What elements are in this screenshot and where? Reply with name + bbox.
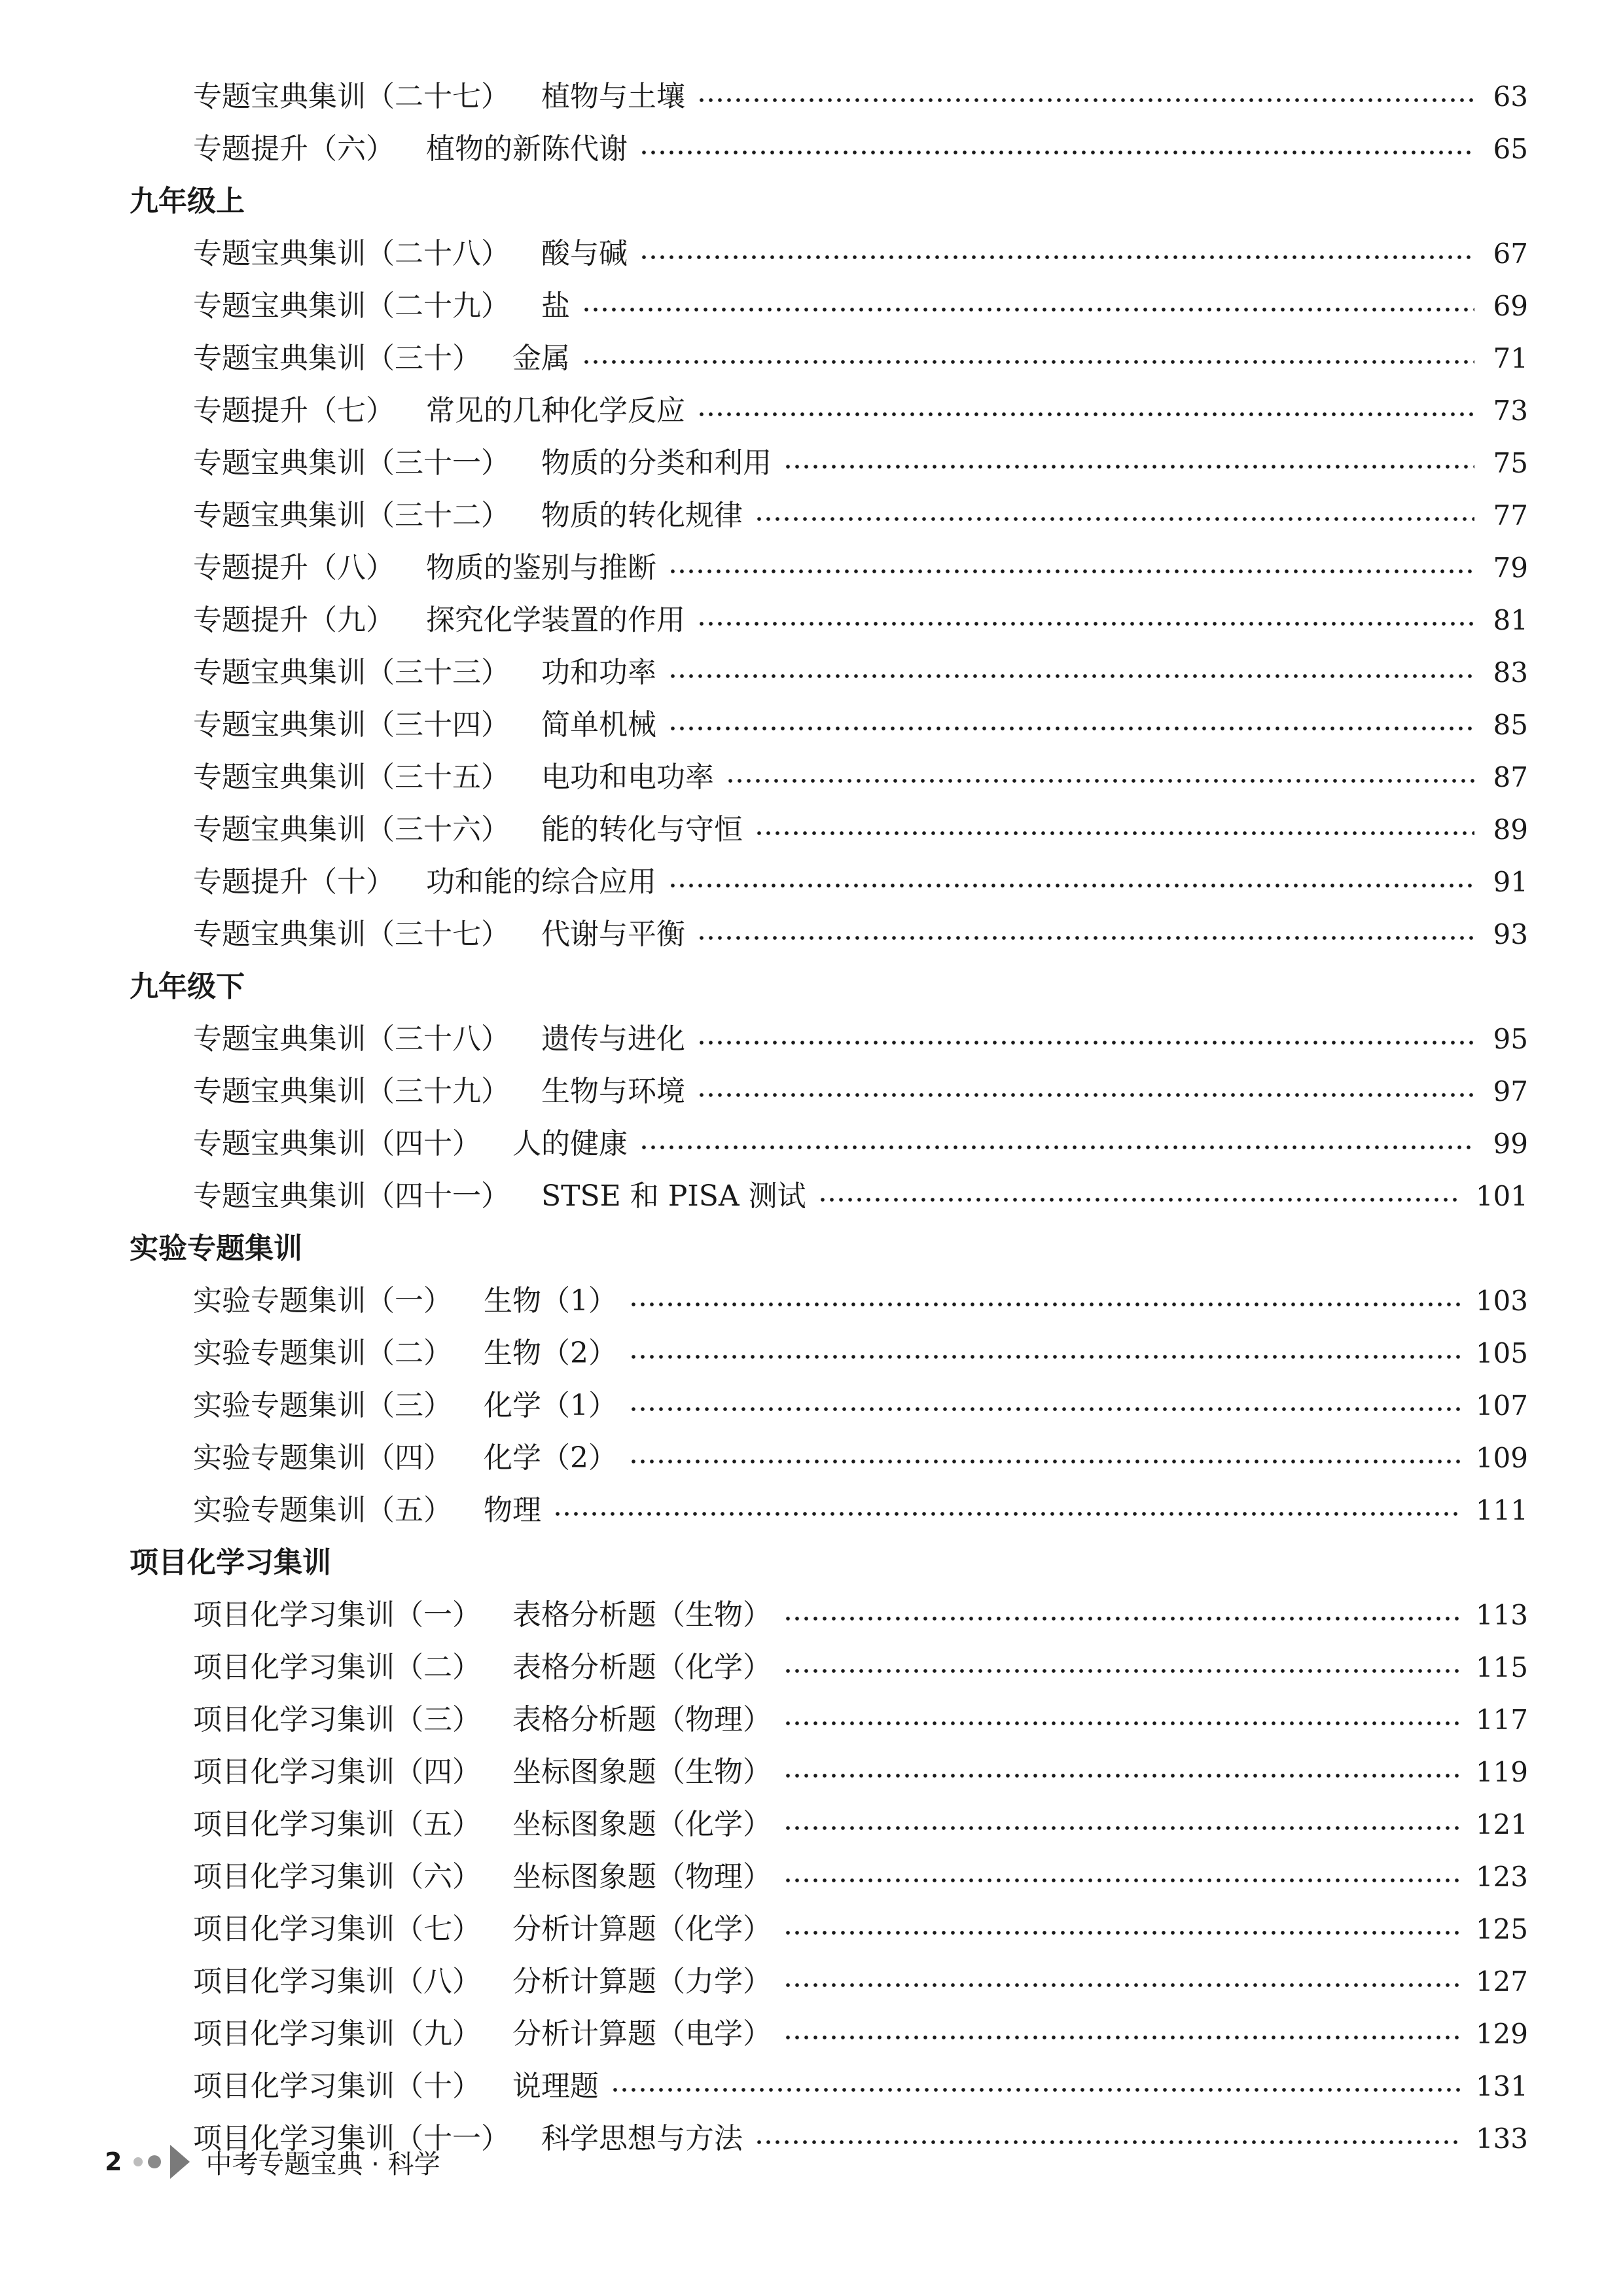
toc-entry-series: 专题宝典集训（三十八） [193,1022,510,1056]
toc-entry[interactable] [193,1013,1528,1066]
toc-section-heading: 九年级上 [130,185,245,218]
toc-entry[interactable] [193,804,1528,856]
toc-entry-page-number: 109 [1475,1442,1528,1474]
toc-entry-title: STSE 和 PISA 测试 [541,1179,806,1213]
toc-entry-page-number: 87 [1493,761,1528,793]
toc-entry-title: 说理题 [512,2070,599,2103]
toc-entry-title: 物质的鉴别与推断 [426,551,656,584]
toc-entry-series: 专题提升（十） [193,865,395,899]
toc-entry-series: 实验专题集训（三） [193,1389,452,1422]
toc-entry-series: 专题宝典集训（二十七） [193,80,510,113]
toc-entry-page-number: 105 [1475,1337,1528,1369]
toc-entry-title: 科学思想与方法 [541,2122,743,2155]
toc-entry-series: 专题宝典集训（三十七） [193,918,510,951]
toc-dot-leader [783,1982,1461,1988]
toc-entry[interactable] [193,1432,1528,1484]
toc-entry-series: 实验专题集训（二） [193,1336,452,1370]
toc-entry-title: 植物的新陈代谢 [426,132,628,166]
toc-entry-series: 项目化学习集训（八） [193,1965,481,1998]
toc-entry-title: 常见的几种化学反应 [426,394,685,427]
toc-entry-title: 遗传与进化 [541,1022,685,1056]
toc-entry-series: 项目化学习集训（六） [193,1860,481,1893]
toc-entry-page-number: 111 [1475,1494,1528,1526]
toc-dot-leader [697,98,1474,103]
toc-entry-page-number: 71 [1493,342,1528,374]
toc-entry-series: 专题宝典集训（三十一） [193,446,510,480]
toc-entry-series: 项目化学习集训（三） [193,1703,481,1736]
toc-entry-title: 化学（1） [484,1389,617,1422]
toc-entry-page-number: 127 [1475,1965,1528,1998]
toc-entry-title: 物质的分类和利用 [541,446,772,480]
toc-dot-leader [629,1302,1461,1307]
toc-dot-leader [639,255,1474,260]
footer-dot-icon [148,2155,161,2168]
toc-entry-page-number: 75 [1493,447,1528,479]
toc-entry-title: 电功和电功率 [541,761,714,794]
toc-entry-series: 专题宝典集训（二十八） [193,237,510,270]
toc-entry-series: 专题宝典集训（三十五） [193,761,510,794]
toc-dot-leader [783,464,1474,469]
toc-entry-series: 专题宝典集训（三十九） [193,1075,510,1108]
toc-entry-page-number: 101 [1475,1180,1528,1212]
toc-entry-series: 实验专题集训（五） [193,1494,452,1527]
toc-dot-leader [629,1354,1461,1359]
toc-entry-title: 表格分析题（物理） [512,1703,772,1736]
toc-entry-page-number: 77 [1493,499,1528,531]
footer-page-number: 2 [105,2147,122,2176]
toc-entry[interactable] [193,1956,1528,2008]
toc-entry[interactable] [193,542,1528,594]
toc-entry-series: 专题提升（八） [193,551,395,584]
toc-entry[interactable] [193,332,1528,385]
toc-entry[interactable] [193,280,1528,332]
toc-dot-leader [639,1145,1474,1150]
toc-dot-leader [726,778,1474,783]
toc-entry-title: 化学（2） [484,1441,617,1475]
toc-entry-page-number: 107 [1475,1390,1528,1422]
toc-entry-page-number: 67 [1493,238,1528,270]
toc-entry-page-number: 125 [1475,1913,1528,1945]
toc-entry-series: 实验专题集训（四） [193,1441,452,1475]
toc-dot-leader [639,150,1474,155]
toc-entry[interactable] [193,908,1528,961]
toc-entry-series: 专题宝典集训（三十六） [193,813,510,846]
toc-dot-leader [582,359,1474,365]
toc-entry[interactable] [193,490,1528,542]
toc-entry[interactable] [193,385,1528,437]
toc-entry-title: 盐 [541,289,570,323]
toc-entry-page-number: 123 [1475,1861,1528,1893]
toc-dot-leader [818,1197,1461,1202]
toc-dot-leader [611,2087,1461,2092]
toc-entry[interactable] [193,1903,1528,1956]
toc-dot-leader [668,569,1474,574]
toc-dot-leader [783,2035,1461,2040]
toc-dot-leader [697,1040,1474,1045]
toc-entry-page-number: 131 [1475,2070,1528,2102]
toc-entry-page-number: 73 [1493,395,1528,427]
toc-entry-page-number: 117 [1475,1704,1528,1736]
toc-entry-series: 项目化学习集训（二） [193,1651,481,1684]
footer-arrow-icon [170,2145,190,2179]
toc-entry-page-number: 95 [1493,1023,1528,1055]
toc-dot-leader [783,1721,1461,1726]
toc-entry-page-number: 65 [1493,133,1528,165]
toc-entry-series: 项目化学习集训（九） [193,2017,481,2051]
toc-entry[interactable] [193,1118,1528,1170]
toc-section-heading: 九年级下 [130,970,245,1003]
toc-dot-leader [783,1616,1461,1621]
toc-entry-title: 能的转化与守恒 [541,813,743,846]
toc-entry-title: 探究化学装置的作用 [426,603,685,637]
toc-dot-leader [629,1407,1461,1412]
toc-entry[interactable] [193,1799,1528,1851]
toc-entry-title: 人的健康 [512,1127,628,1160]
toc-entry-series: 专题提升（九） [193,603,395,637]
toc-entry[interactable] [193,1589,1528,1641]
toc-entry-title: 坐标图象题（化学） [512,1808,772,1841]
toc-entry-series: 实验专题集训（一） [193,1284,452,1318]
toc-entry-title: 分析计算题（力学） [512,1965,772,1998]
toc-entry-title: 物质的转化规律 [541,499,743,532]
toc-entry-page-number: 113 [1475,1599,1528,1631]
toc-dot-leader [783,1825,1461,1831]
toc-entry-series: 专题宝典集训（二十九） [193,289,510,323]
toc-dot-leader [629,1459,1461,1464]
toc-entry-title: 功和能的综合应用 [426,865,656,899]
toc-dot-leader [783,1668,1461,1674]
toc-entry-title: 物理 [484,1494,541,1527]
toc-section-heading: 实验专题集训 [130,1232,302,1265]
toc-entry[interactable] [193,1484,1528,1537]
toc-entry[interactable] [193,123,1528,175]
toc-entry[interactable] [193,1851,1528,1903]
toc-dot-leader [668,673,1474,679]
page-footer [105,2139,440,2185]
toc-entry-series: 专题宝典集训（三十四） [193,708,510,742]
toc-dot-leader [755,831,1474,836]
toc-entry-series: 专题提升（六） [193,132,395,166]
toc-entry-page-number: 119 [1475,1756,1528,1788]
toc-dot-leader [783,1930,1461,1935]
toc-entry-series: 项目化学习集训（七） [193,1912,481,1946]
toc-entry-title: 代谢与平衡 [541,918,685,951]
toc-entry-title: 酸与碱 [541,237,628,270]
toc-entry-page-number: 83 [1493,656,1528,689]
toc-entry[interactable] [193,856,1528,908]
toc-entry-title: 分析计算题（化学） [512,1912,772,1946]
toc-entry[interactable] [193,2060,1528,2113]
toc-entry-page-number: 93 [1493,918,1528,950]
toc-entry-title: 金属 [512,342,570,375]
toc-entry-title: 坐标图象题（物理） [512,1860,772,1893]
toc-entry-series: 专题宝典集训（三十三） [193,656,510,689]
toc-entry-page-number: 121 [1475,1808,1528,1840]
toc-entry-series: 项目化学习集训（四） [193,1755,481,1789]
toc-entry-page-number: 133 [1475,2123,1528,2155]
toc-entry[interactable] [193,1327,1528,1380]
toc-section-heading: 项目化学习集训 [130,1546,331,1579]
toc-entry-series: 项目化学习集训（五） [193,1808,481,1841]
toc-entry-page-number: 91 [1493,866,1528,898]
toc-entry-page-number: 99 [1493,1128,1528,1160]
toc-entry[interactable] [193,2008,1528,2060]
toc-dot-leader [697,621,1474,626]
toc-entry-page-number: 103 [1475,1285,1528,1317]
toc-dot-leader [755,2140,1461,2145]
toc-entry[interactable] [193,1694,1528,1746]
toc-entry-title: 简单机械 [541,708,656,742]
toc-dot-leader [582,307,1474,312]
toc-dot-leader [697,1092,1474,1098]
toc-dot-leader [755,516,1474,522]
toc-entry-series: 专题宝典集训（三十二） [193,499,510,532]
toc-entry[interactable] [193,228,1528,280]
toc-entry[interactable] [193,594,1528,647]
toc-dot-leader [668,726,1474,731]
toc-entry-title: 生物（2） [484,1336,617,1370]
toc-entry-page-number: 129 [1475,2018,1528,2050]
toc-dot-leader [783,1773,1461,1778]
toc-entry-page-number: 79 [1493,552,1528,584]
toc-entry[interactable] [193,1066,1528,1118]
toc-entry-title: 表格分析题（生物） [512,1598,772,1632]
toc-dot-leader [697,412,1474,417]
toc-entry[interactable] [193,1380,1528,1432]
toc-entry-page-number: 115 [1475,1651,1528,1683]
toc-entry[interactable] [193,437,1528,490]
toc-entry-series: 专题宝典集训（三十） [193,342,481,375]
toc-entry-title: 表格分析题（化学） [512,1651,772,1684]
footer-book-title: 中考专题宝典 · 科学 [205,2149,440,2179]
toc-entry[interactable] [193,1641,1528,1694]
toc-entry[interactable] [193,71,1528,123]
toc-entry[interactable] [193,751,1528,804]
toc-entry[interactable] [193,1275,1528,1327]
toc-dot-leader [783,1878,1461,1883]
toc-entry-series: 专题宝典集训（四十） [193,1127,481,1160]
toc-entry-title: 生物与环境 [541,1075,685,1108]
toc-entry-title: 植物与土壤 [541,80,685,113]
toc-entry[interactable] [193,699,1528,751]
toc-entry-title: 生物（1） [484,1284,617,1318]
toc-entry-page-number: 81 [1493,604,1528,636]
toc-entry-series: 专题提升（七） [193,394,395,427]
toc-entry-page-number: 97 [1493,1075,1528,1107]
toc-entry-title: 功和功率 [541,656,656,689]
toc-entry-series: 项目化学习集训（十） [193,2070,481,2103]
toc-entry-page-number: 63 [1493,81,1528,113]
toc-dot-leader [697,935,1474,941]
toc-entry-series: 项目化学习集训（一） [193,1598,481,1632]
toc-entry-title: 坐标图象题（生物） [512,1755,772,1789]
footer-dot-icon [134,2157,143,2166]
toc-entry[interactable] [193,647,1528,699]
toc-entry-page-number: 69 [1493,290,1528,322]
toc-dot-leader [553,1511,1461,1516]
toc-entry-title: 分析计算题（电学） [512,2017,772,2051]
toc-entry-series: 专题宝典集训（四十一） [193,1179,510,1213]
toc-entry[interactable] [193,1746,1528,1799]
toc-entry-page-number: 85 [1493,709,1528,741]
toc-entry-series: 项目化学习集训（十一） [193,2122,510,2155]
toc-entry-page-number: 89 [1493,814,1528,846]
toc-dot-leader [668,883,1474,888]
toc-entry[interactable] [193,1170,1528,1223]
